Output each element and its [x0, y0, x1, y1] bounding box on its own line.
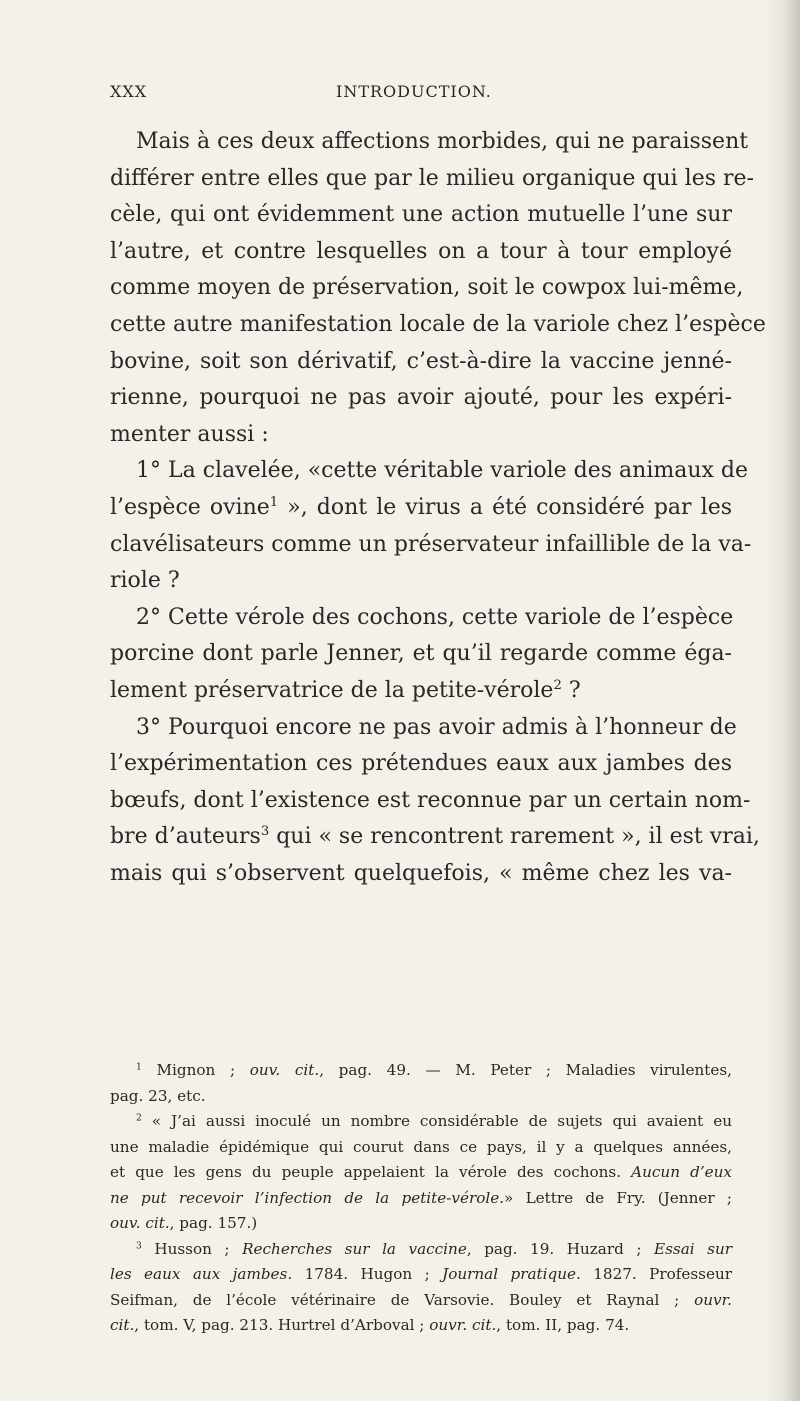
text-fragment: . 1784. Hugon ; [287, 1265, 443, 1283]
text-line: mais qui s’observent quelquefois, « même chez les va- [110, 860, 732, 886]
text-line: 2° Cette vérole des cochons, cette variole de l’espèce [136, 604, 734, 630]
text-line: Mais à ces deux affections morbides, qui ne paraissent [136, 129, 749, 154]
text-line: bœufs, dont l’existence est reconnue par un certain nom- [110, 787, 751, 813]
text-line: 1° La clavelée, «cette véritable variole des animaux de [136, 458, 749, 484]
footnote-3 [110, 1237, 732, 1339]
text-line: différer entre elles que par le milieu organique qui les re- [110, 165, 754, 191]
text-line: porcine dont parle Jenner, et qu’il regarde comme éga- [110, 641, 732, 667]
footnote-2 [110, 1109, 732, 1237]
paragraph-1 [110, 124, 766, 453]
page-number: XXX [110, 82, 148, 101]
footnote-mark: 3 [136, 1241, 142, 1252]
footnote-line [110, 1160, 732, 1186]
footnote-line: pag. 23, etc. [110, 1086, 206, 1105]
text-fragment: cit. [110, 1316, 135, 1334]
text-fragment: , pag. 49. — M. Peter ; Maladies virulentes, [319, 1061, 733, 1079]
text-fragment: Aucun d’eux [631, 1163, 732, 1181]
footnote-line [110, 1237, 732, 1263]
text-fragment: ? [561, 677, 581, 703]
footnote-1 [110, 1058, 732, 1109]
footnote-line: une maladie épidémique qui courut dans ce pays, il y a quelques années, [110, 1137, 732, 1156]
footnote-line [110, 1211, 732, 1237]
main-text [110, 124, 766, 892]
text-line [110, 490, 732, 527]
footnote-line [110, 1288, 732, 1314]
text-fragment: , pag. 19. Huzard ; [466, 1239, 655, 1258]
footnote-line [110, 1058, 732, 1084]
text-line [110, 673, 732, 710]
footnotes [110, 1058, 732, 1339]
text-line: menter aussi : [110, 421, 269, 447]
text-fragment: ouvr. [694, 1290, 732, 1309]
text-line: rienne, pourquoi ne pas avoir ajouté, pour les expéri- [110, 385, 732, 411]
footnote-mark: 2 [136, 1113, 142, 1124]
text-line: clavélisateurs comme un préservateur infaillible de la va- [110, 531, 752, 557]
page-header [110, 82, 730, 108]
text-fragment: ouvr. cit. [429, 1316, 497, 1334]
text-fragment: Mignon ; [141, 1061, 250, 1079]
text-line: cette autre manifestation locale de la variole chez l’espèce [110, 311, 766, 337]
footnote-ref-3: 3 [260, 824, 270, 840]
text-line: l’expérimentation ces prétendues eaux aux jambes des [110, 751, 732, 777]
text-fragment: et que les gens du peuple appelaient la vérole des cochons. [110, 1163, 632, 1181]
text-line: comme moyen de préservation, soit le cowpox lui-même, [110, 275, 744, 301]
text-fragment: Essai sur [654, 1239, 733, 1258]
footnote-line [110, 1313, 732, 1339]
text-fragment: », dont le virus a été considéré par les [278, 494, 732, 520]
text-fragment: , tom. V, pag. 213. Hurtrel d’Arboval ; [134, 1316, 430, 1334]
text-line: l’autre, et contre lesquelles on a tour à tour employé [110, 238, 732, 264]
text-line [110, 819, 760, 856]
text-fragment: , tom. II, pag. 74. [496, 1316, 630, 1334]
text-fragment: Journal pratique [442, 1265, 576, 1283]
text-line: riole ? [110, 568, 180, 594]
text-fragment: Seifman, de l’école vétérinaire de Varsovie. Bouley et Raynal ; [110, 1290, 695, 1309]
text-fragment: ouv. cit. [110, 1214, 170, 1232]
text-fragment: lement préservatrice de la petite-vérole [110, 677, 554, 703]
text-fragment: Husson ; [141, 1239, 243, 1258]
text-fragment: ne put recevoir l’infection de la petite-vérole. [110, 1188, 505, 1207]
footnote-ref-1: 1 [269, 495, 279, 511]
footnote-mark: 1 [136, 1062, 142, 1073]
paragraph-3 [110, 600, 732, 710]
footnote-line [110, 1262, 732, 1288]
page-edge-shadow [766, 0, 800, 1401]
text-fragment: l’espèce ovine [110, 494, 270, 520]
text-fragment: . 1827. Professeur [576, 1265, 732, 1283]
footnote-line [110, 1186, 732, 1212]
text-line: cèle, qui ont évidemment une action mutuelle l’une sur [110, 202, 732, 228]
paragraph-2 [110, 453, 752, 599]
text-fragment: qui « se rencontrent rarement », il est vrai, [269, 824, 760, 850]
text-line: 3° Pourquoi encore ne pas avoir admis à l’honneur de [136, 714, 737, 740]
text-fragment: , pag. 157.) [169, 1214, 258, 1232]
footnote-line [110, 1109, 732, 1135]
text-fragment: bre d’auteurs [110, 824, 261, 850]
footnote-ref-2: 2 [553, 678, 562, 693]
text-fragment: les eaux aux jambes [110, 1265, 288, 1283]
text-fragment: « J’ai aussi inoculé un nombre considérable de sujets qui avaient eu [141, 1112, 732, 1130]
text-fragment: Recherches sur la vaccine [242, 1239, 467, 1258]
running-title: INTRODUCTION. [336, 82, 492, 101]
text-fragment: » Lettre de Fry. (Jenner ; [504, 1188, 732, 1207]
paragraph-4 [110, 710, 760, 893]
text-fragment: ouv. cit. [249, 1061, 320, 1079]
text-line: bovine, soit son dérivatif, c’est-à-dire la vaccine jenné- [110, 348, 732, 374]
